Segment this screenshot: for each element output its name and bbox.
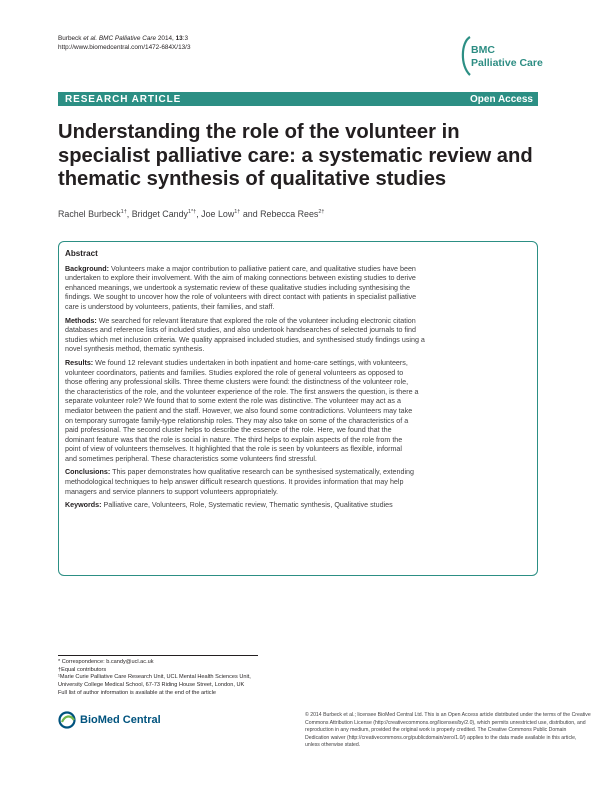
journal-logo: [458, 30, 548, 76]
footnotes: [58, 655, 258, 698]
article-type-label: RESEARCH ARTICLE: [65, 93, 182, 105]
section-label: Keywords:: [65, 501, 102, 510]
publisher-name: BioMed Central: [80, 714, 161, 726]
author-list: Rachel Burbeck$^{1\dagger}$, Bridget Candy$^{1*\dagger}$, Joe Low$^{1\dagger}$ and Rebecca Rees$^{2\dagger}$: [58, 209, 325, 219]
equal-contributors-note: †Equal contributors: [58, 666, 107, 673]
citation-url-link[interactable]: http://www.biomedcentral.com/1472-684X/13/3: [58, 44, 191, 51]
author-name: Bridget Candy: [131, 209, 188, 219]
citation-header: [58, 34, 191, 52]
abstract-heading: Abstract: [65, 249, 98, 258]
title-line: Understanding the role of the volunteer in: [58, 121, 460, 143]
abstract-keywords: Keywords: Palliative care, Volunteers, Role, Systematic review, Thematic synthesis, Qualitative studies: [65, 501, 393, 510]
article-title: [58, 121, 543, 192]
abstract-background: Background: Volunteers make a major contribution to palliative patient care, and qualitative studies have been undertaken to explore their involvement. With the aim of making connections between existing studies to derive enhanced meanings, we undertook a systematic review of these qualitative studies including synthesising the findings. We sought to uncover how the role of volunteers with direct contact with patients in specialist palliative care is understood by volunteers, patients, their families, and staff.: [65, 264, 417, 311]
correspondence-note: * Correspondence: b.candy@ucl.ac.uk: [58, 659, 154, 665]
open-access-label: Open Access: [470, 93, 533, 105]
title-line: thematic synthesis of qualitative studies: [58, 168, 447, 191]
title-line: specialist palliative care: a systematic review and: [58, 144, 533, 167]
author-name: Rachel Burbeck: [58, 209, 121, 219]
author-affiliation: 1†: [234, 209, 241, 215]
section-label: Results:: [65, 358, 94, 367]
journal-logo-line1: BMC: [471, 44, 495, 56]
section-label: Conclusions:: [65, 468, 111, 477]
author-info-note: Full list of author information is available at the end of the article: [58, 689, 216, 696]
section-label: Methods:: [65, 316, 97, 325]
author-affiliation: 2†: [318, 209, 325, 215]
journal-swoosh-icon: [458, 36, 472, 76]
author-affiliation: 1†: [120, 209, 127, 215]
author-affiliation: 1*†: [187, 209, 197, 215]
affiliation-note: ¹Marie Curie Palliative Care Research Unit, UCL Mental Health Sciences Unit,: [58, 674, 251, 681]
citation-line: Burbeck et al. BMC Palliative Care 2014, 13:3: [58, 35, 189, 42]
abstract-conclusions: Conclusions: This paper demonstrates how qualitative research can be synthesised systematically, extending methodological techniques to help answer difficult research questions. It provides information that may help managers and service planners to support volunteers appropriately.: [65, 468, 415, 496]
abstract-box: [58, 241, 538, 576]
section-label: Background:: [65, 264, 110, 273]
author-name: Joe Low: [201, 209, 235, 219]
article-type-band: [58, 92, 538, 106]
author-name: Rebecca Rees: [260, 209, 319, 219]
abstract-methods: Methods: We searched for relevant literature that explored the role of the volunteer including electronic citation databases and reference lists of included studies, and also undertook handsearches of selected journals to find studies which met inclusion criteria. We quality appraised included studies, and synthesised study findings using a novel synthesis method, thematic synthesis.: [65, 316, 425, 354]
publisher-logo: [58, 711, 168, 729]
license-statement: © 2014 Burbeck et al.; licensee BioMed Central Ltd. This is an Open Access article distributed under the terms of the Creative Commons Attribution License (http://creativecommons.org/licenses/by/2.0), which permits unrestricted use, distribution, and reproduction in any medium, provided the original work is properly credited. The Creative Commons Public Domain Dedication waiver (http://creativecommons.org/publicdomain/zero/1.0/) applies to the data made available in this article, unless otherwise stated.: [305, 712, 591, 749]
biomed-central-swirl-icon: [58, 711, 78, 729]
journal-logo-line2: Palliative Care: [471, 57, 543, 69]
affiliation-note: University College Medical School, 67-73 Riding House Street, London, UK: [58, 682, 245, 689]
abstract-results: Results: We found 12 relevant studies undertaken in both inpatient and home-care settings, with volunteers, volunteer coordinators, patients and families. Studies explored the role of general volunteers as opposed to those offering any professional skills. Three theme clusters were found: the distinctness of the volunteer role, the characteristics of the role, and the volunteer experience of the role. The first answers the question, is there a separate volunteer role? We found that to some extent the role was distinctive. The volunteer may act as a mediator between the patient and the staff. However, we also found some contradictions. Volunteers may take on temporary surrogate family-type relationship roles. They may also take on some of the characteristics of a paid professional. The second cluster helps to describe the essence of the role. Here, we found that the dominant feature was that the role is social in nature. The third helps to explain aspects of the role from the point of view of volunteers themselves. It highlighted that the role is seen by volunteers as flexible, informal and sometimes peripheral. These characteristics some volunteers find stressful.: [65, 358, 419, 463]
